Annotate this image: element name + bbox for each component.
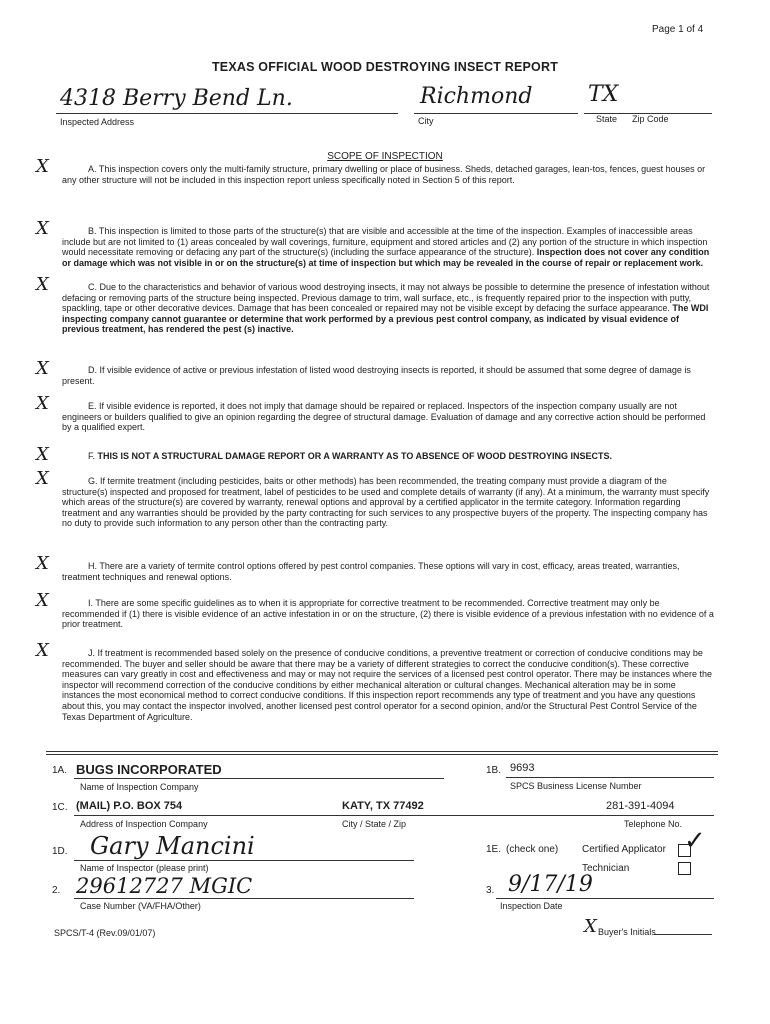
- company-name-underline: [74, 778, 444, 779]
- address-underline: [56, 113, 398, 114]
- label-3: 3.: [486, 885, 495, 896]
- label-1b: 1B.: [486, 765, 502, 776]
- buyers-initials-label: Buyer's Initials: [598, 927, 656, 937]
- inspection-date-value[interactable]: 9/17/19: [508, 872, 593, 897]
- scope-heading: SCOPE OF INSPECTION: [327, 151, 443, 162]
- page-number: Page 1 of 4: [652, 24, 704, 35]
- inspector-name-underline: [74, 860, 414, 861]
- initial-mark-b[interactable]: X: [36, 218, 49, 239]
- scope-text-h: H. There are a variety of termite control options offered by pest control companies. These options will vary in cost, efficacy, areas treated, warranties, treatment techniques and renewal options.: [62, 561, 680, 582]
- license-label: SPCS Business License Number: [510, 781, 642, 791]
- buyers-initials-underline: [654, 934, 712, 935]
- label-1a: 1A.: [52, 765, 68, 776]
- technician-checkbox[interactable]: [678, 862, 691, 875]
- scope-text-a: A. This inspection covers only the multi-family structure, primary dwelling or place of business. Sheds, detached garages, lean-tos, fences, guest houses or any other structure will not be included in this inspection report unless specifically noted in Section 5 of this report.: [62, 164, 706, 185]
- inspected-address-value[interactable]: 4318 Berry Bend Ln.: [60, 86, 293, 111]
- label-2: 2.: [52, 885, 61, 896]
- inspection-date-underline: [496, 898, 714, 899]
- company-city-value[interactable]: KATY, TX 77492: [342, 800, 424, 812]
- case-number-value[interactable]: 29612727 MGIC: [76, 874, 253, 898]
- scope-text-i: I. There are some specific guidelines as to when it is appropriate for corrective treatment to be recommended. Corrective treatment may only be recommended if (1) there is visible evidence of an active infestation in or on the structure, (2) there is visible evidence of a previous infestation with no evidence of a prior treatment.: [62, 598, 714, 630]
- form-id: SPCS/T-4 (Rev.09/01/07): [54, 928, 156, 938]
- telephone-label: Telephone No.: [624, 819, 683, 829]
- technician-label: Technician: [582, 863, 630, 874]
- scope-text-d: D. If visible evidence of active or previous infestation of listed wood destroying insects is reported, it should be assumed that some degree of damage is present.: [62, 365, 691, 386]
- inspection-date-label: Inspection Date: [500, 901, 563, 911]
- check-one-label: (check one): [506, 844, 559, 855]
- state-value[interactable]: TX: [588, 82, 619, 107]
- telephone-value[interactable]: 281-391-4094: [606, 800, 675, 812]
- checkmark-icon: ✓: [684, 826, 706, 856]
- license-number-value[interactable]: 9693: [510, 762, 535, 774]
- inspector-name-value[interactable]: Gary Mancini: [90, 832, 255, 860]
- label-1e: 1E.: [486, 844, 502, 855]
- initial-mark-c[interactable]: X: [36, 274, 49, 295]
- scope-text-b: B. This inspection is limited to those parts of the structure(s) that are visible and accessible at the time of the inspection. Examples of inaccessible areas include but are not limited to (1) areas concealed by wall coverings, furniture, equipment and stored articles and (2) any portion of the structure in which inspection would necessitate removing or defacing any part of the structure(s) (including the surface appearance of the structure). Inspection does not cover any condition or damage which was not visible in or on the structure(s) at time of inspection but which may be revealed in the course of repair or replacement work.: [62, 226, 710, 268]
- initial-mark-d[interactable]: X: [36, 358, 49, 379]
- company-address-value[interactable]: (MAIL) P.O. BOX 754: [76, 800, 183, 812]
- initial-mark-a[interactable]: X: [36, 156, 49, 177]
- certified-applicator-label: Certified Applicator: [582, 844, 666, 855]
- report-title: TEXAS OFFICIAL WOOD DESTROYING INSECT REPORT: [211, 60, 559, 74]
- scope-text-j: J. If treatment is recommended based solely on the presence of conducive conditions, a preventive treatment or correction of conducive conditions may be recommended. The buyer and seller should be aware that there may be a variety of different strategies to correct the conducive condition(s). These corrective measures can vary greatly in cost and effectiveness and may or may not require the services of a licensed pest control operator. There may be instances where the inspector will recommend correction of the conducive conditions by either mechanical alteration or cultural changes. Mechanical alteration may be in some instances the most economical method to correct conducive conditions. If this inspection report recommends any type of treatment and you have any questions about this, you may contact the inspector involved, another licensed pest control operator for a second opinion, and/or the Structural Pest Control Service of the Texas Department of Agriculture.: [62, 648, 713, 722]
- company-address-label: Address of Inspection Company: [80, 819, 208, 829]
- initial-mark-f[interactable]: X: [36, 444, 49, 465]
- license-underline: [506, 777, 714, 778]
- company-name-label: Name of Inspection Company: [80, 782, 199, 792]
- scope-text-f: F. THIS IS NOT A STRUCTURAL DAMAGE REPORT OR A WARRANTY AS TO ABSENCE OF WOOD DESTROYING INSECTS.: [88, 451, 613, 461]
- initial-mark-g[interactable]: X: [36, 468, 49, 489]
- section-divider: [46, 751, 718, 755]
- label-1d: 1D.: [52, 846, 68, 857]
- inspector-name-label: Name of Inspector (please print): [80, 863, 209, 873]
- zip-code-label: Zip Code: [632, 114, 669, 124]
- initial-mark-e[interactable]: X: [36, 393, 49, 414]
- company-address-underline: [74, 815, 714, 816]
- buyer-initial-mark[interactable]: X: [584, 916, 597, 937]
- company-city-label: City / State / Zip: [342, 819, 407, 829]
- scope-text-c: C. Due to the characteristics and behavior of various wood destroying insects, it may not always be possible to determine the presence of infestation without defacing or removing parts of the structure being inspected. Previous damage to trim, wall surface, etc., is frequently repaired prior to the inspection with putty, spackling, tape or other decorative devices. Damage that has been concealed or repaired may not be visible except by defacing the surface appearance. The WDI inspecting company cannot guarantee or determine that work performed by a previous pest control company, as indicated by visual evidence of previous treatment, has rendered the pest (s) inactive.: [62, 282, 710, 335]
- initial-mark-i[interactable]: X: [36, 590, 49, 611]
- case-number-underline: [74, 898, 414, 899]
- initial-mark-h[interactable]: X: [36, 553, 49, 574]
- state-label: State: [596, 114, 618, 124]
- inspected-address-label: Inspected Address: [60, 117, 135, 127]
- company-name-value[interactable]: BUGS INCORPORATED: [76, 762, 222, 777]
- city-value[interactable]: Richmond: [420, 84, 533, 109]
- label-1c: 1C.: [52, 802, 68, 813]
- scope-text-g: G. If termite treatment (including pesticides, baits or other methods) has been recommended, the treating company must provide a diagram of the structure(s) inspected and proposed for treatment, label of pesticides to be used and complete details of warranty (if any). At a minimum, the warranty must specify which areas of the structure(s) are covered by warranty, renewal options and approval by a certified applicator in the termite category. Information regarding treatment and any warranties should be provided by the party contracting for such services to any prospective buyers of the property. The inspecting company has no duty to provide such information to any person other than the contracting party.: [62, 476, 710, 529]
- city-underline: [414, 113, 578, 114]
- case-number-label: Case Number (VA/FHA/Other): [80, 901, 201, 911]
- city-label: City: [418, 116, 434, 126]
- initial-mark-j[interactable]: X: [36, 640, 49, 661]
- scope-text-e: E. If visible evidence is reported, it does not imply that damage should be repaired or replaced. Inspectors of the inspection company usually are not engineers or builders qualified to give an opinion regarding the degree of structural damage. Evaluation of damage and any corrective action should be performed by a qualified expert.: [62, 401, 706, 433]
